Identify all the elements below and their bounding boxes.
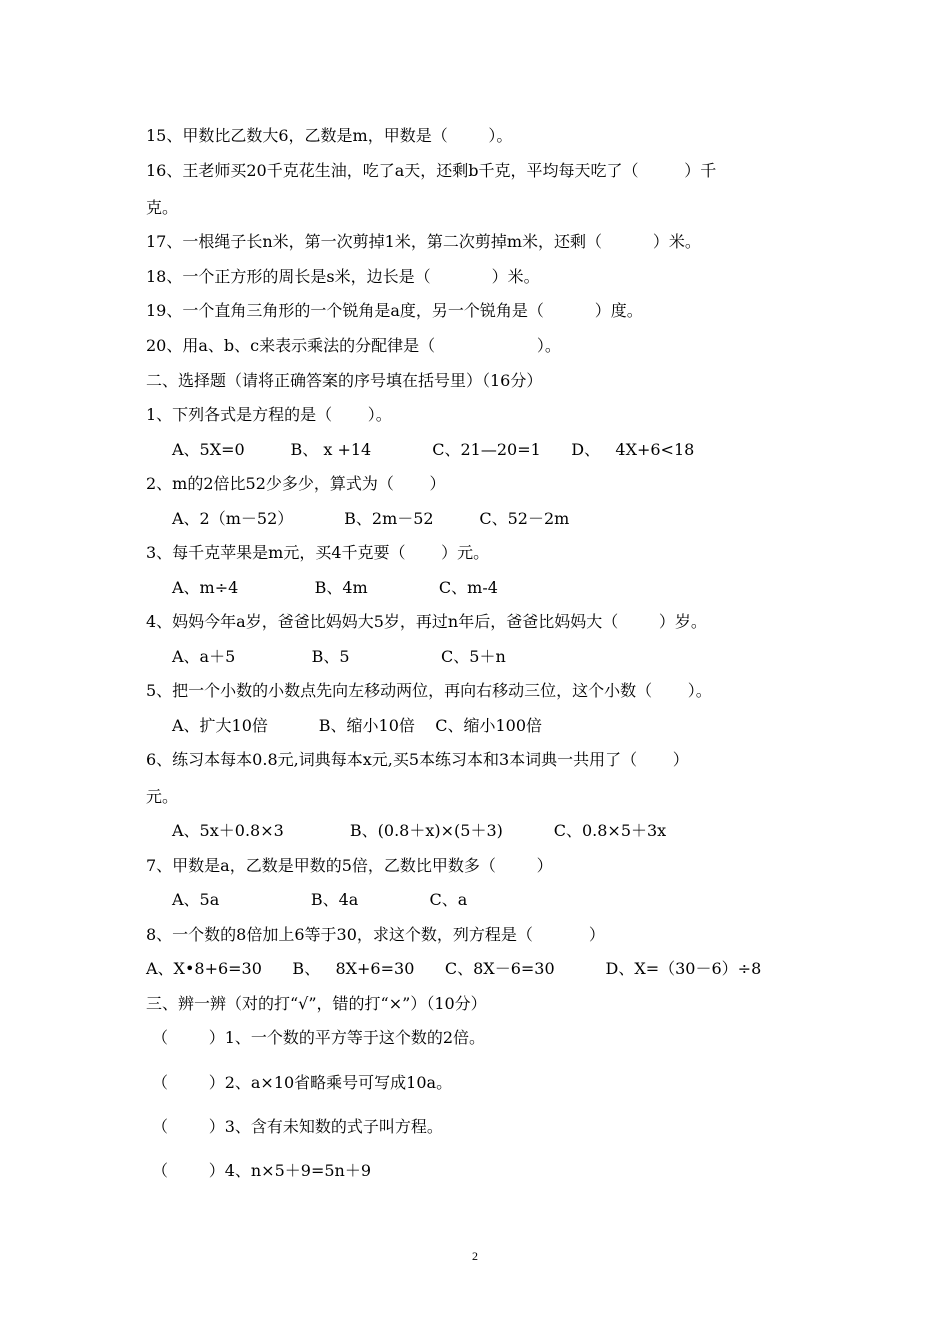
choice-options-8: A、X•8+6=30 B、 8X+6=30 C、8X－6=30 D、X=（30－6）÷8: [146, 959, 762, 978]
question-17: 17、一根绳子长n米，第一次剪掉1米，第二次剪掉m米，还剩（ ）米。: [146, 232, 701, 251]
judge-item-3: （ ）3、含有未知数的式子叫方程。: [152, 1117, 443, 1136]
choice-question-1: 1、下列各式是方程的是（ ）。: [146, 405, 392, 424]
question-18: 18、一个正方形的周长是s米，边长是（ ）米。: [146, 267, 540, 286]
question-15: 15、甲数比乙数大6，乙数是m，甲数是（ ）。: [146, 126, 513, 145]
choice-question-4: 4、妈妈今年a岁，爸爸比妈妈大5岁，再过n年后，爸爸比妈妈大（ ）岁。: [146, 612, 707, 631]
choice-question-6-line-1: 6、练习本每本0.8元,词典每本x元,买5本练习本和3本词典一共用了（ ）: [146, 750, 689, 769]
question-20: 20、用a、b、c来表示乘法的分配律是（ ）。: [146, 336, 561, 355]
choice-question-6-line-2: 元。: [146, 787, 179, 806]
choice-question-5: 5、把一个小数的小数点先向左移动两位，再向右移动三位，这个小数（ ）。: [146, 681, 712, 700]
choice-question-3: 3、每千克苹果是m元，买4千克要（ ）元。: [146, 543, 490, 562]
judge-item-4: （ ）4、n×5＋9=5n＋9: [152, 1161, 372, 1180]
choice-options-2: A、2（m－52） B、2m－52 C、52－2m: [172, 509, 570, 528]
judge-item-2: （ ）2、a×10省略乘号可写成10a。: [152, 1073, 453, 1092]
choice-options-5: A、扩大10倍 B、缩小10倍 C、缩小100倍: [172, 716, 543, 735]
choice-options-3: A、m÷4 B、4m C、m-4: [172, 578, 498, 597]
section-3-title: 三、辨一辨（对的打“√”，错的打“×”）（10分）: [146, 994, 487, 1013]
choice-question-7: 7、甲数是a，乙数是甲数的5倍，乙数比甲数多（ ）: [146, 856, 553, 875]
choice-question-8: 8、一个数的8倍加上6等于30，求这个数，列方程是（ ）: [146, 925, 605, 944]
question-16-line-2: 克。: [146, 198, 179, 217]
page-number: 2: [472, 1249, 478, 1263]
choice-options-6: A、5x＋0.8×3 B、(0.8＋x)×(5＋3) C、0.8×5＋3x: [172, 821, 667, 840]
choice-options-1: A、5X=0 B、 x +14 C、21—20=1 D、 4X+6<18: [172, 440, 695, 459]
question-16-line-1: 16、王老师买20千克花生油，吃了a天，还剩b千克，平均每天吃了（ ）千: [146, 161, 717, 180]
choice-options-4: A、a＋5 B、5 C、5＋n: [172, 647, 506, 666]
judge-item-1: （ ）1、一个数的平方等于这个数的2倍。: [152, 1028, 486, 1047]
question-19: 19、一个直角三角形的一个锐角是a度，另一个锐角是（ ）度。: [146, 301, 643, 320]
choice-question-2: 2、m的2倍比52少多少，算式为（ ）: [146, 474, 446, 493]
choice-options-7: A、5a B、4a C、a: [172, 890, 468, 909]
section-2-title: 二、选择题（请将正确答案的序号填在括号里）（16分）: [146, 371, 543, 390]
